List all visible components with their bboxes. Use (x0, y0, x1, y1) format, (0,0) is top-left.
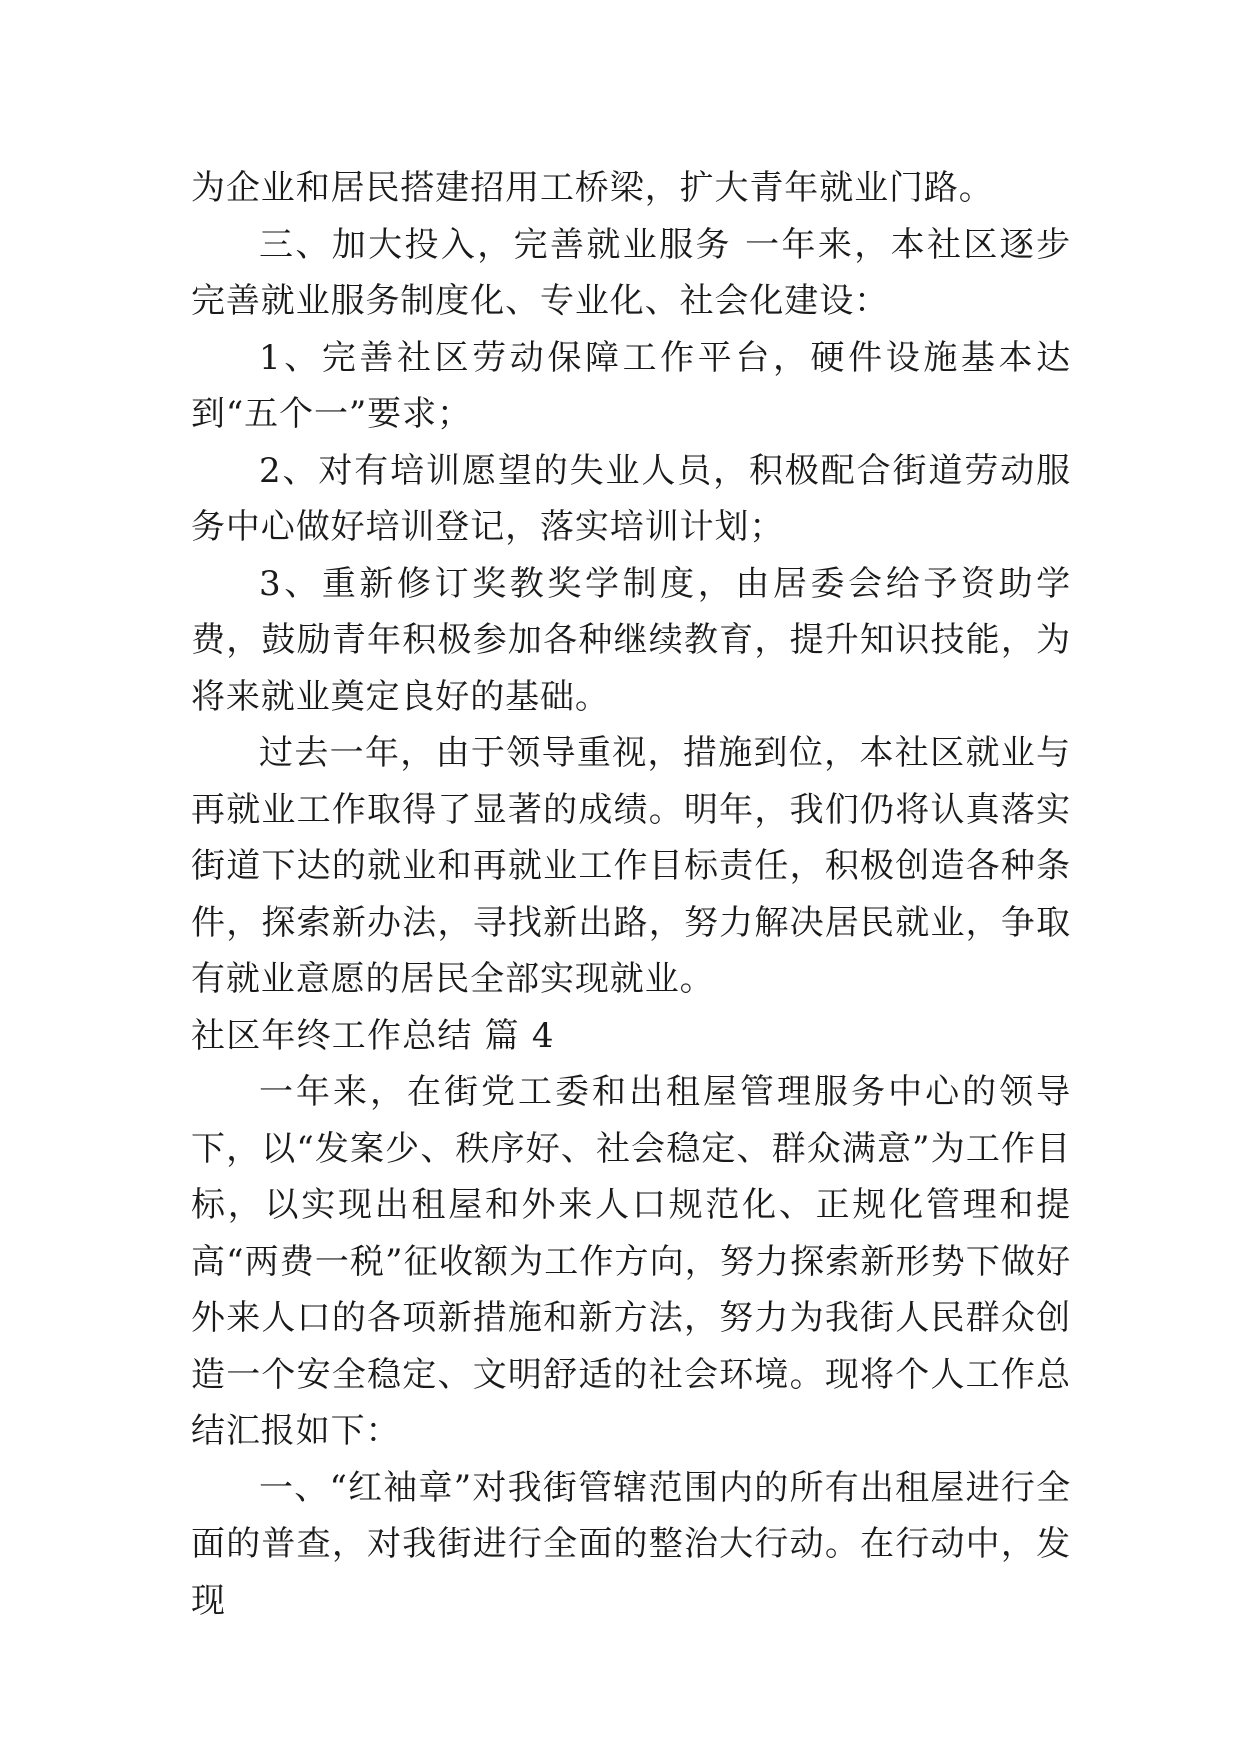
paragraph-summary: 过去一年，由于领导重视，措施到位，本社区就业与再就业工作取得了显著的成绩。明年，我们仍将认真落实街道下达的就业和再就业工作目标责任，积极创造各种条件，探索新办法，寻找新出路，努力解决居民就业，争取有就业意愿的居民全部实现就业。 (191, 733, 1071, 999)
section-heading: 社区年终工作总结 篇 4 (191, 1015, 555, 1056)
document-body (191, 160, 1071, 1629)
paragraph-item-1: 1、完善社区劳动保障工作平台，硬件设施基本达到“五个一”要求； (191, 337, 1071, 434)
paragraph-item-3: 3、重新修订奖教奖学制度，由居委会给予资助学费，鼓励青年积极参加各种继续教育，提升知识技能，为将来就业奠定良好的基础。 (191, 563, 1071, 717)
paragraph-point-one: 一、“红袖章”对我街管辖范围内的所有出租屋进行全面的普查，对我街进行全面的整治大行动。在行动中，发现 (191, 1467, 1071, 1621)
paragraph-continuation: 为企业和居民搭建招用工桥梁，扩大青年就业门路。 (191, 168, 994, 208)
paragraph-intro: 一年来，在街党工委和出租屋管理服务中心的领导下，以“发案少、秩序好、社会稳定、群众满意”为工作目标，以实现出租屋和外来人口规范化、正规化管理和提高“两费一税”征收额为工作方向，努力探索新形势下做好外来人口的各项新措施和新方法，努力为我街人民群众创造一个安全稳定、文明舒适的社会环境。现将个人工作总结汇报如下： (191, 1072, 1071, 1451)
paragraph-section-three: 三、加大投入，完善就业服务 一年来，本社区逐步完善就业服务制度化、专业化、社会化建设： (191, 224, 1071, 321)
paragraph-item-2: 2、对有培训愿望的失业人员，积极配合街道劳动服务中心做好培训登记，落实培训计划； (191, 450, 1071, 547)
